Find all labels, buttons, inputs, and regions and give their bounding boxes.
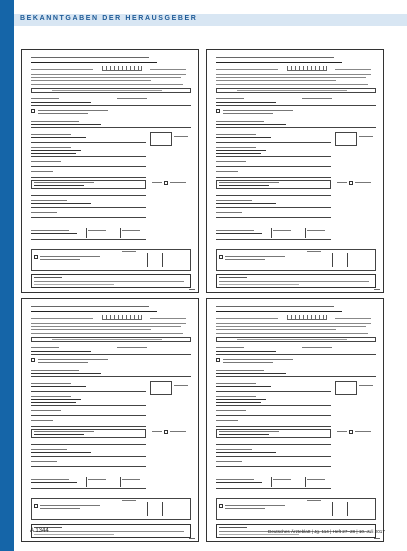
- form-text-line: [31, 74, 186, 75]
- form-code: [374, 538, 380, 539]
- field-underline: [216, 444, 331, 445]
- field-label: [216, 420, 238, 421]
- field-label: [38, 113, 88, 114]
- field-label: [117, 98, 147, 99]
- form-text-line: [31, 77, 181, 78]
- form-notice-bar: [31, 337, 191, 342]
- field-underline: [216, 466, 331, 467]
- field-underline: [216, 405, 331, 406]
- form-text-line: [216, 333, 368, 334]
- field-label: [225, 505, 285, 506]
- column-divider: [347, 253, 348, 267]
- column-divider: [305, 228, 306, 238]
- field-label: [31, 383, 71, 384]
- field-label: [31, 121, 79, 122]
- form-text-line: [31, 84, 183, 85]
- form-text-line: [31, 333, 183, 334]
- field-value: [31, 482, 77, 483]
- field-value: [31, 386, 86, 387]
- column-divider: [332, 502, 333, 516]
- column-divider: [147, 502, 148, 516]
- checkbox: [216, 358, 220, 362]
- field-label: [31, 200, 67, 201]
- field-label: [307, 500, 321, 501]
- field-label: [225, 256, 285, 257]
- field-label: [40, 256, 100, 257]
- field-label: [31, 98, 59, 99]
- field-label: [216, 230, 254, 231]
- grid-cell: [323, 66, 327, 71]
- field-underline: [216, 415, 331, 416]
- form-notice-bar: [31, 88, 191, 93]
- field-value: [216, 233, 262, 234]
- form-notice-bar: [216, 88, 376, 93]
- field-value: [216, 203, 276, 204]
- field-value: [31, 452, 91, 453]
- field-value: [216, 153, 261, 154]
- field-underline: [31, 415, 146, 416]
- checkbox: [349, 430, 353, 434]
- form-heading-line: [31, 311, 157, 312]
- checkbox: [164, 430, 168, 434]
- field-underline: [216, 426, 331, 427]
- form-text-line: [31, 323, 186, 324]
- digit-grid: [102, 315, 142, 320]
- field-underline: [216, 488, 331, 489]
- field-label: [170, 182, 186, 183]
- form-heading-line: [216, 62, 342, 63]
- field-value: [216, 150, 266, 151]
- field-underline: [31, 166, 146, 167]
- field-label: [216, 370, 264, 371]
- status-box: [335, 132, 357, 146]
- form-text-line: [216, 69, 278, 70]
- field-underline: [216, 456, 331, 457]
- footer-text-line: [219, 527, 247, 528]
- form-footer-box: [31, 524, 191, 538]
- column-divider: [271, 228, 272, 238]
- form-text-line: [335, 318, 371, 319]
- field-underline: [31, 239, 146, 240]
- field-label: [117, 347, 147, 348]
- footer-text-line: [219, 534, 299, 535]
- publication-info: Deutsches Ärzteblatt | Jg. 114 | Heft 27–28 | 10. Juli 2017: [268, 529, 385, 534]
- form-text-line: [216, 84, 368, 85]
- field-label: [38, 359, 108, 360]
- grid-cell: [323, 315, 327, 320]
- form-text-line: [216, 74, 371, 75]
- form-text-line: [31, 318, 93, 319]
- field-label: [31, 171, 53, 172]
- field-label: [122, 479, 140, 480]
- grid-cell: [138, 66, 142, 71]
- field-label: [219, 431, 279, 432]
- field-label: [34, 182, 94, 183]
- field-label: [31, 420, 53, 421]
- section-header: [14, 14, 407, 26]
- field-underline: [216, 105, 376, 106]
- field-underline: [31, 405, 146, 406]
- column-divider: [120, 477, 121, 487]
- field-label: [223, 359, 293, 360]
- field-underline: [31, 217, 146, 218]
- checkbox: [219, 255, 223, 259]
- field-value: [31, 102, 91, 103]
- field-label: [216, 479, 254, 480]
- field-label: [337, 182, 347, 183]
- checkbox: [349, 181, 353, 185]
- field-label: [216, 212, 242, 213]
- field-label: [174, 136, 188, 137]
- field-value: [31, 399, 81, 400]
- field-value: [34, 185, 84, 186]
- form-text-line: [216, 323, 371, 324]
- field-label: [216, 147, 256, 148]
- field-label: [31, 410, 61, 411]
- form-heading-line: [31, 62, 157, 63]
- field-underline: [216, 166, 331, 167]
- field-value: [31, 150, 81, 151]
- form-heading-line: [216, 311, 342, 312]
- form-page: [21, 298, 199, 542]
- field-label: [122, 500, 136, 501]
- field-label: [40, 259, 80, 260]
- field-underline: [216, 391, 331, 392]
- form-text-line: [335, 69, 371, 70]
- column-divider: [332, 253, 333, 267]
- form-code: [374, 289, 380, 290]
- field-label: [122, 230, 140, 231]
- form-text-line: [150, 69, 186, 70]
- field-label: [355, 431, 371, 432]
- field-underline: [31, 195, 146, 196]
- field-label: [216, 161, 246, 162]
- field-label: [216, 98, 244, 99]
- field-label: [31, 370, 79, 371]
- footer-text-line: [34, 534, 114, 535]
- field-underline: [31, 391, 146, 392]
- field-value: [216, 351, 276, 352]
- bar-text: [237, 339, 347, 340]
- form-text-line: [31, 80, 151, 81]
- field-label: [307, 230, 325, 231]
- field-underline: [31, 177, 146, 178]
- field-label: [152, 182, 162, 183]
- footer-text-line: [219, 281, 369, 282]
- field-label: [216, 200, 252, 201]
- field-value: [31, 373, 101, 374]
- field-underline: [216, 376, 376, 377]
- field-label: [273, 479, 291, 480]
- field-label: [216, 461, 242, 462]
- checkbox: [219, 504, 223, 508]
- field-underline: [31, 156, 146, 157]
- field-label: [31, 161, 61, 162]
- form-page: [21, 49, 199, 293]
- column-divider: [271, 477, 272, 487]
- field-value: [216, 386, 271, 387]
- form-code: [189, 538, 195, 539]
- field-value: [216, 137, 271, 138]
- field-value: [219, 185, 269, 186]
- field-value: [31, 124, 101, 125]
- form-code: [189, 289, 195, 290]
- field-underline: [216, 354, 376, 355]
- field-label: [307, 479, 325, 480]
- footer-text-line: [34, 284, 114, 285]
- footer-text-line: [219, 284, 299, 285]
- field-label: [88, 230, 106, 231]
- form-text-line: [150, 318, 186, 319]
- form-text-line: [31, 326, 181, 327]
- field-underline: [31, 488, 146, 489]
- column-divider: [86, 477, 87, 487]
- field-label: [307, 251, 321, 252]
- field-label: [216, 121, 264, 122]
- field-underline: [216, 195, 331, 196]
- field-label: [31, 479, 69, 480]
- footer-text-line: [34, 277, 62, 278]
- field-label: [122, 251, 136, 252]
- field-label: [170, 431, 186, 432]
- field-label: [40, 505, 100, 506]
- checkbox: [164, 181, 168, 185]
- field-underline: [31, 426, 146, 427]
- form-text-line: [31, 69, 93, 70]
- form-text-line: [31, 329, 151, 330]
- field-label: [174, 385, 188, 386]
- field-label: [359, 385, 373, 386]
- form-notice-bar: [216, 337, 376, 342]
- field-underline: [31, 376, 191, 377]
- field-value: [216, 124, 286, 125]
- bar-text: [52, 339, 162, 340]
- field-label: [152, 431, 162, 432]
- field-label: [216, 171, 238, 172]
- field-label: [31, 449, 67, 450]
- status-box: [335, 381, 357, 395]
- field-underline: [216, 142, 331, 143]
- bar-text: [52, 90, 162, 91]
- footer-text-line: [219, 277, 247, 278]
- field-value: [31, 402, 76, 403]
- field-label: [225, 508, 265, 509]
- field-label: [216, 449, 252, 450]
- checkbox: [31, 358, 35, 362]
- field-label: [219, 182, 279, 183]
- field-label: [355, 182, 371, 183]
- field-value: [219, 434, 269, 435]
- form-heading-line: [216, 306, 334, 307]
- section-title: BEKANNTGABEN DER HERAUSGEBER: [20, 15, 198, 22]
- form-text-line: [216, 77, 366, 78]
- form-footer-box: [31, 274, 191, 288]
- form-page: [206, 49, 384, 293]
- bar-text: [237, 90, 347, 91]
- field-underline: [31, 142, 146, 143]
- field-underline: [216, 127, 376, 128]
- status-box: [150, 132, 172, 146]
- form-heading-line: [31, 57, 149, 58]
- field-value: [34, 434, 84, 435]
- column-divider: [305, 477, 306, 487]
- field-label: [223, 113, 273, 114]
- field-label: [38, 362, 88, 363]
- column-divider: [347, 502, 348, 516]
- column-divider: [147, 253, 148, 267]
- digit-grid: [287, 315, 327, 320]
- field-value: [216, 399, 266, 400]
- form-heading-line: [216, 57, 334, 58]
- field-label: [223, 110, 293, 111]
- checkbox: [31, 109, 35, 113]
- column-divider: [86, 228, 87, 238]
- field-label: [31, 147, 71, 148]
- field-underline: [31, 456, 146, 457]
- field-label: [31, 347, 59, 348]
- field-value: [31, 203, 91, 204]
- field-label: [31, 230, 69, 231]
- field-label: [273, 230, 291, 231]
- side-color-bar: [0, 0, 14, 551]
- field-value: [216, 482, 262, 483]
- field-underline: [216, 207, 331, 208]
- grid-cell: [138, 315, 142, 320]
- form-text-line: [216, 329, 336, 330]
- field-label: [216, 396, 256, 397]
- field-underline: [31, 127, 191, 128]
- field-label: [216, 383, 256, 384]
- field-value: [216, 452, 276, 453]
- field-value: [31, 137, 86, 138]
- field-label: [34, 431, 94, 432]
- field-value: [31, 351, 91, 352]
- field-label: [302, 98, 332, 99]
- footer-text-line: [34, 281, 184, 282]
- field-label: [38, 110, 108, 111]
- field-label: [40, 508, 80, 509]
- field-label: [223, 362, 273, 363]
- field-underline: [31, 444, 146, 445]
- form-text-line: [216, 326, 366, 327]
- field-label: [31, 461, 57, 462]
- digit-grid: [287, 66, 327, 71]
- form-footer-box: [216, 274, 376, 288]
- checkbox: [216, 109, 220, 113]
- form-page: [206, 298, 384, 542]
- field-underline: [31, 207, 146, 208]
- field-value: [31, 233, 77, 234]
- status-box: [150, 381, 172, 395]
- field-label: [337, 431, 347, 432]
- field-underline: [31, 466, 146, 467]
- field-value: [216, 102, 276, 103]
- field-value: [31, 153, 76, 154]
- page-number: A 1344: [30, 528, 49, 534]
- field-value: [216, 373, 286, 374]
- field-label: [216, 134, 256, 135]
- field-label: [31, 396, 71, 397]
- column-divider: [162, 502, 163, 516]
- column-divider: [120, 228, 121, 238]
- form-heading-line: [31, 306, 149, 307]
- field-label: [302, 347, 332, 348]
- field-label: [31, 212, 57, 213]
- field-underline: [31, 354, 191, 355]
- field-underline: [216, 177, 331, 178]
- field-underline: [31, 105, 191, 106]
- field-label: [216, 347, 244, 348]
- field-underline: [216, 239, 331, 240]
- field-underline: [216, 156, 331, 157]
- checkbox: [34, 255, 38, 259]
- field-underline: [216, 217, 331, 218]
- form-text-line: [216, 318, 278, 319]
- footer-text-line: [34, 531, 184, 532]
- field-label: [88, 479, 106, 480]
- field-label: [359, 136, 373, 137]
- checkbox: [34, 504, 38, 508]
- form-text-line: [216, 80, 336, 81]
- digit-grid: [102, 66, 142, 71]
- field-label: [216, 410, 246, 411]
- field-label: [225, 259, 265, 260]
- column-divider: [162, 253, 163, 267]
- field-value: [216, 402, 261, 403]
- field-label: [31, 134, 71, 135]
